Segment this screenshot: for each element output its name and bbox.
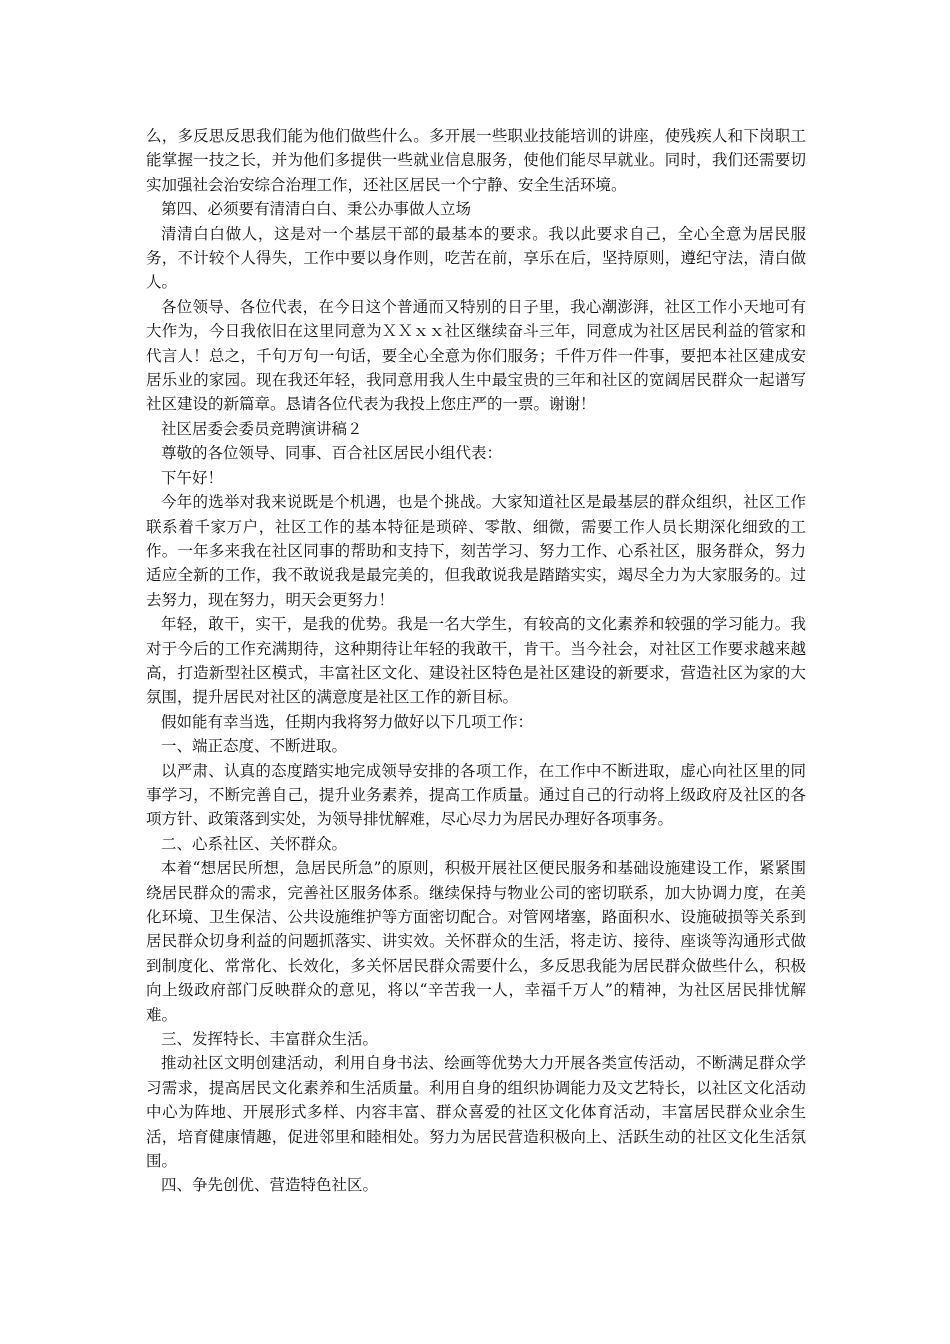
section-heading-2: 二、心系社区、关怀群众。 [161,834,348,853]
document-body [146,124,806,1198]
paragraph: 以严肃、认真的态度踏实地完成领导安排的各项工作，在工作中不断进取，虚心向社区里的同事学习，不断完善自己，提升业务素养，提高工作质量。通过自己的行动将上级政府及社区的各项方针、政策落到实处，为领导排忧解难，尽心尽力为居民办理好各项事务。 [146,761,806,829]
paragraph: 假如能有幸当选，任期内我将努力做好以下几项工作： [161,712,534,731]
section-heading-1: 一、端正态度、不断进取。 [161,737,348,756]
section-heading-3: 三、发挥特长、丰富群众生活。 [161,1030,379,1049]
salutation: 尊敬的各位领导、同事、百合社区居民小组代表： [161,444,503,463]
greeting: 下午好！ [161,468,224,487]
paragraph: 本着“想居民所想，急居民所急”的原则，积极开展社区便民服务和基础设施建设工作，紧紧围绕居民群众的需求，完善社区服务体系。继续保持与物业公司的密切联系，加大协调力度，在美化环境、卫生保洁、公共设施维护等方面密切配合。对管网堵塞，路面积水、设施破损等关系到居民群众切身利益的问题抓落实、讲实效。关怀群众的生活，将走访、接待、座谈等沟通形式做到制度化、常常化、长效化，多关怀居民群众需要什么，多反思我能为居民群众做些什么，积极向上级政府部门反映群众的意见，将以“辛苦我一人，幸福千万人”的精神，为社区居民排忧解难。 [146,859,806,1024]
paragraph: 推动社区文明创建活动，利用自身书法、绘画等优势大力开展各类宣传活动，不断满足群众学习需求，提高居民文化素养和生活质量。利用自身的组织协调能力及文艺特长，以社区文化活动中心为阵地、开展形式多样、内容丰富、群众喜爱的社区文化体育活动，丰富居民群众业余生活，培育健康情趣，促进邻里和睦相处。努力为居民营造积极向上、活跃生动的社区文化生活氛围。 [146,1054,806,1171]
paragraph: 各位领导、各位代表，在今日这个普通而又特别的日子里，我心潮澎湃，社区工作小天地可有大作为，今日我依旧在这里同意为ＸＸｘｘ社区继续奋斗三年，同意成为社区居民利益的管家和代言人！总之，千句万句一句话，要全心全意为你们服务；千件万件一件事，要把本社区建成安居乐业的家园。现在我还年轻，我同意用我人生中最宝贵的三年和社区的宽阔居民群众一起谱写社区建设的新篇章。恳请各位代表为我投上您庄严的一票。谢谢！ [146,297,806,414]
paragraph: 今年的选举对我来说既是个机遇，也是个挑战。大家知道社区是最基层的群众组织，社区工作联系着千家万户，社区工作的基本特征是琐碎、零散、细微，需要工作人员长期深化细致的工作。一年多来我在社区同事的帮助和支持下，刻苦学习、努力工作、心系社区，服务群众，努力适应全新的工作，我不敢说我是最完美的，但我敢说我是踏踏实实，竭尽全力为大家服务的。过去努力，现在努力，明天会更努力！ [146,493,806,609]
paragraph: 清清白白做人，这是对一个基层干部的最基本的要求。我以此要求自己，全心全意为居民服务，不计较个人得失，工作中要以身作则，吃苦在前，享乐在后，坚持原则，遵纪守法，清白做人。 [146,224,806,292]
paragraph: 年轻，敢干，实干，是我的优势。我是一名大学生，有较高的文化素养和较强的学习能力。我对于今后的工作充满期待，这种期待让年轻的我敢干，肯干。当今社会，对社区工作要求越来越高，打造新型社区模式，丰富社区文化、建设社区特色是社区建设的新要求，营造社区为家的大氛围，提升居民对社区的满意度是社区工作的新目标。 [146,615,806,707]
section-heading-4: 四、争先创优、营造特色社区。 [161,1176,379,1195]
document-title-2: 社区居委会委员竞聘演讲稿２ [161,419,363,438]
section-heading-fourth: 第四、必须要有清清白白、秉公办事做人立场 [161,200,472,219]
paragraph-continuation: 么，多反思反思我们能为他们做些什么。多开展一些职业技能培训的讲座，使残疾人和下岗职工能掌握一技之长，并为他们多提供一些就业信息服务，使他们能尽早就业。同时，我们还需要切实加强社会治安综合治理工作，还社区居民一个宁静、安全生活环境。 [146,127,806,194]
